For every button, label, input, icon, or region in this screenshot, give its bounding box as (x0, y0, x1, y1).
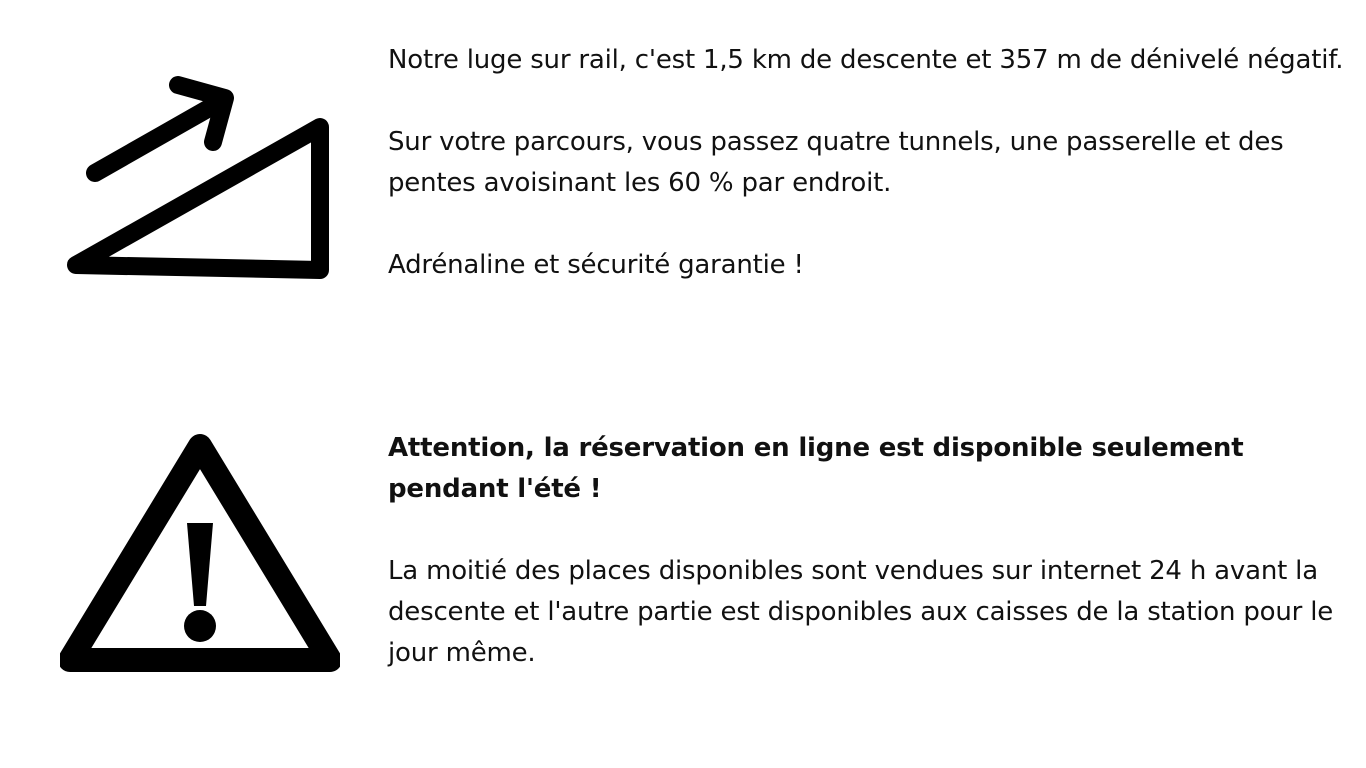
elevation-paragraph-course: Sur votre parcours, vous passez quatre tunnels, une passerelle et des pentes avoisinant les 60 % par endroit. (388, 127, 1284, 198)
warning-triangle-icon (60, 428, 340, 688)
warning-section (0, 428, 1366, 708)
warning-paragraph: La moitié des places disponibles sont vendues sur internet 24 h avant la descente et l'autre partie est disponibles aux caisses de la station pour le jour même. (388, 556, 1334, 668)
elevation-section (0, 40, 1366, 340)
elevation-paragraph-distance: Notre luge sur rail, c'est 1,5 km de descente et 357 m de dénivelé négatif. (388, 45, 1344, 75)
elevation-text (388, 40, 1348, 327)
elevation-slope-icon (60, 70, 340, 320)
warning-text (388, 428, 1348, 715)
elevation-paragraph-safety: Adrénaline et sécurité garantie ! (388, 250, 804, 280)
warning-heading: Attention, la réservation en ligne est disponible seulement pendant l'été ! (388, 433, 1244, 504)
